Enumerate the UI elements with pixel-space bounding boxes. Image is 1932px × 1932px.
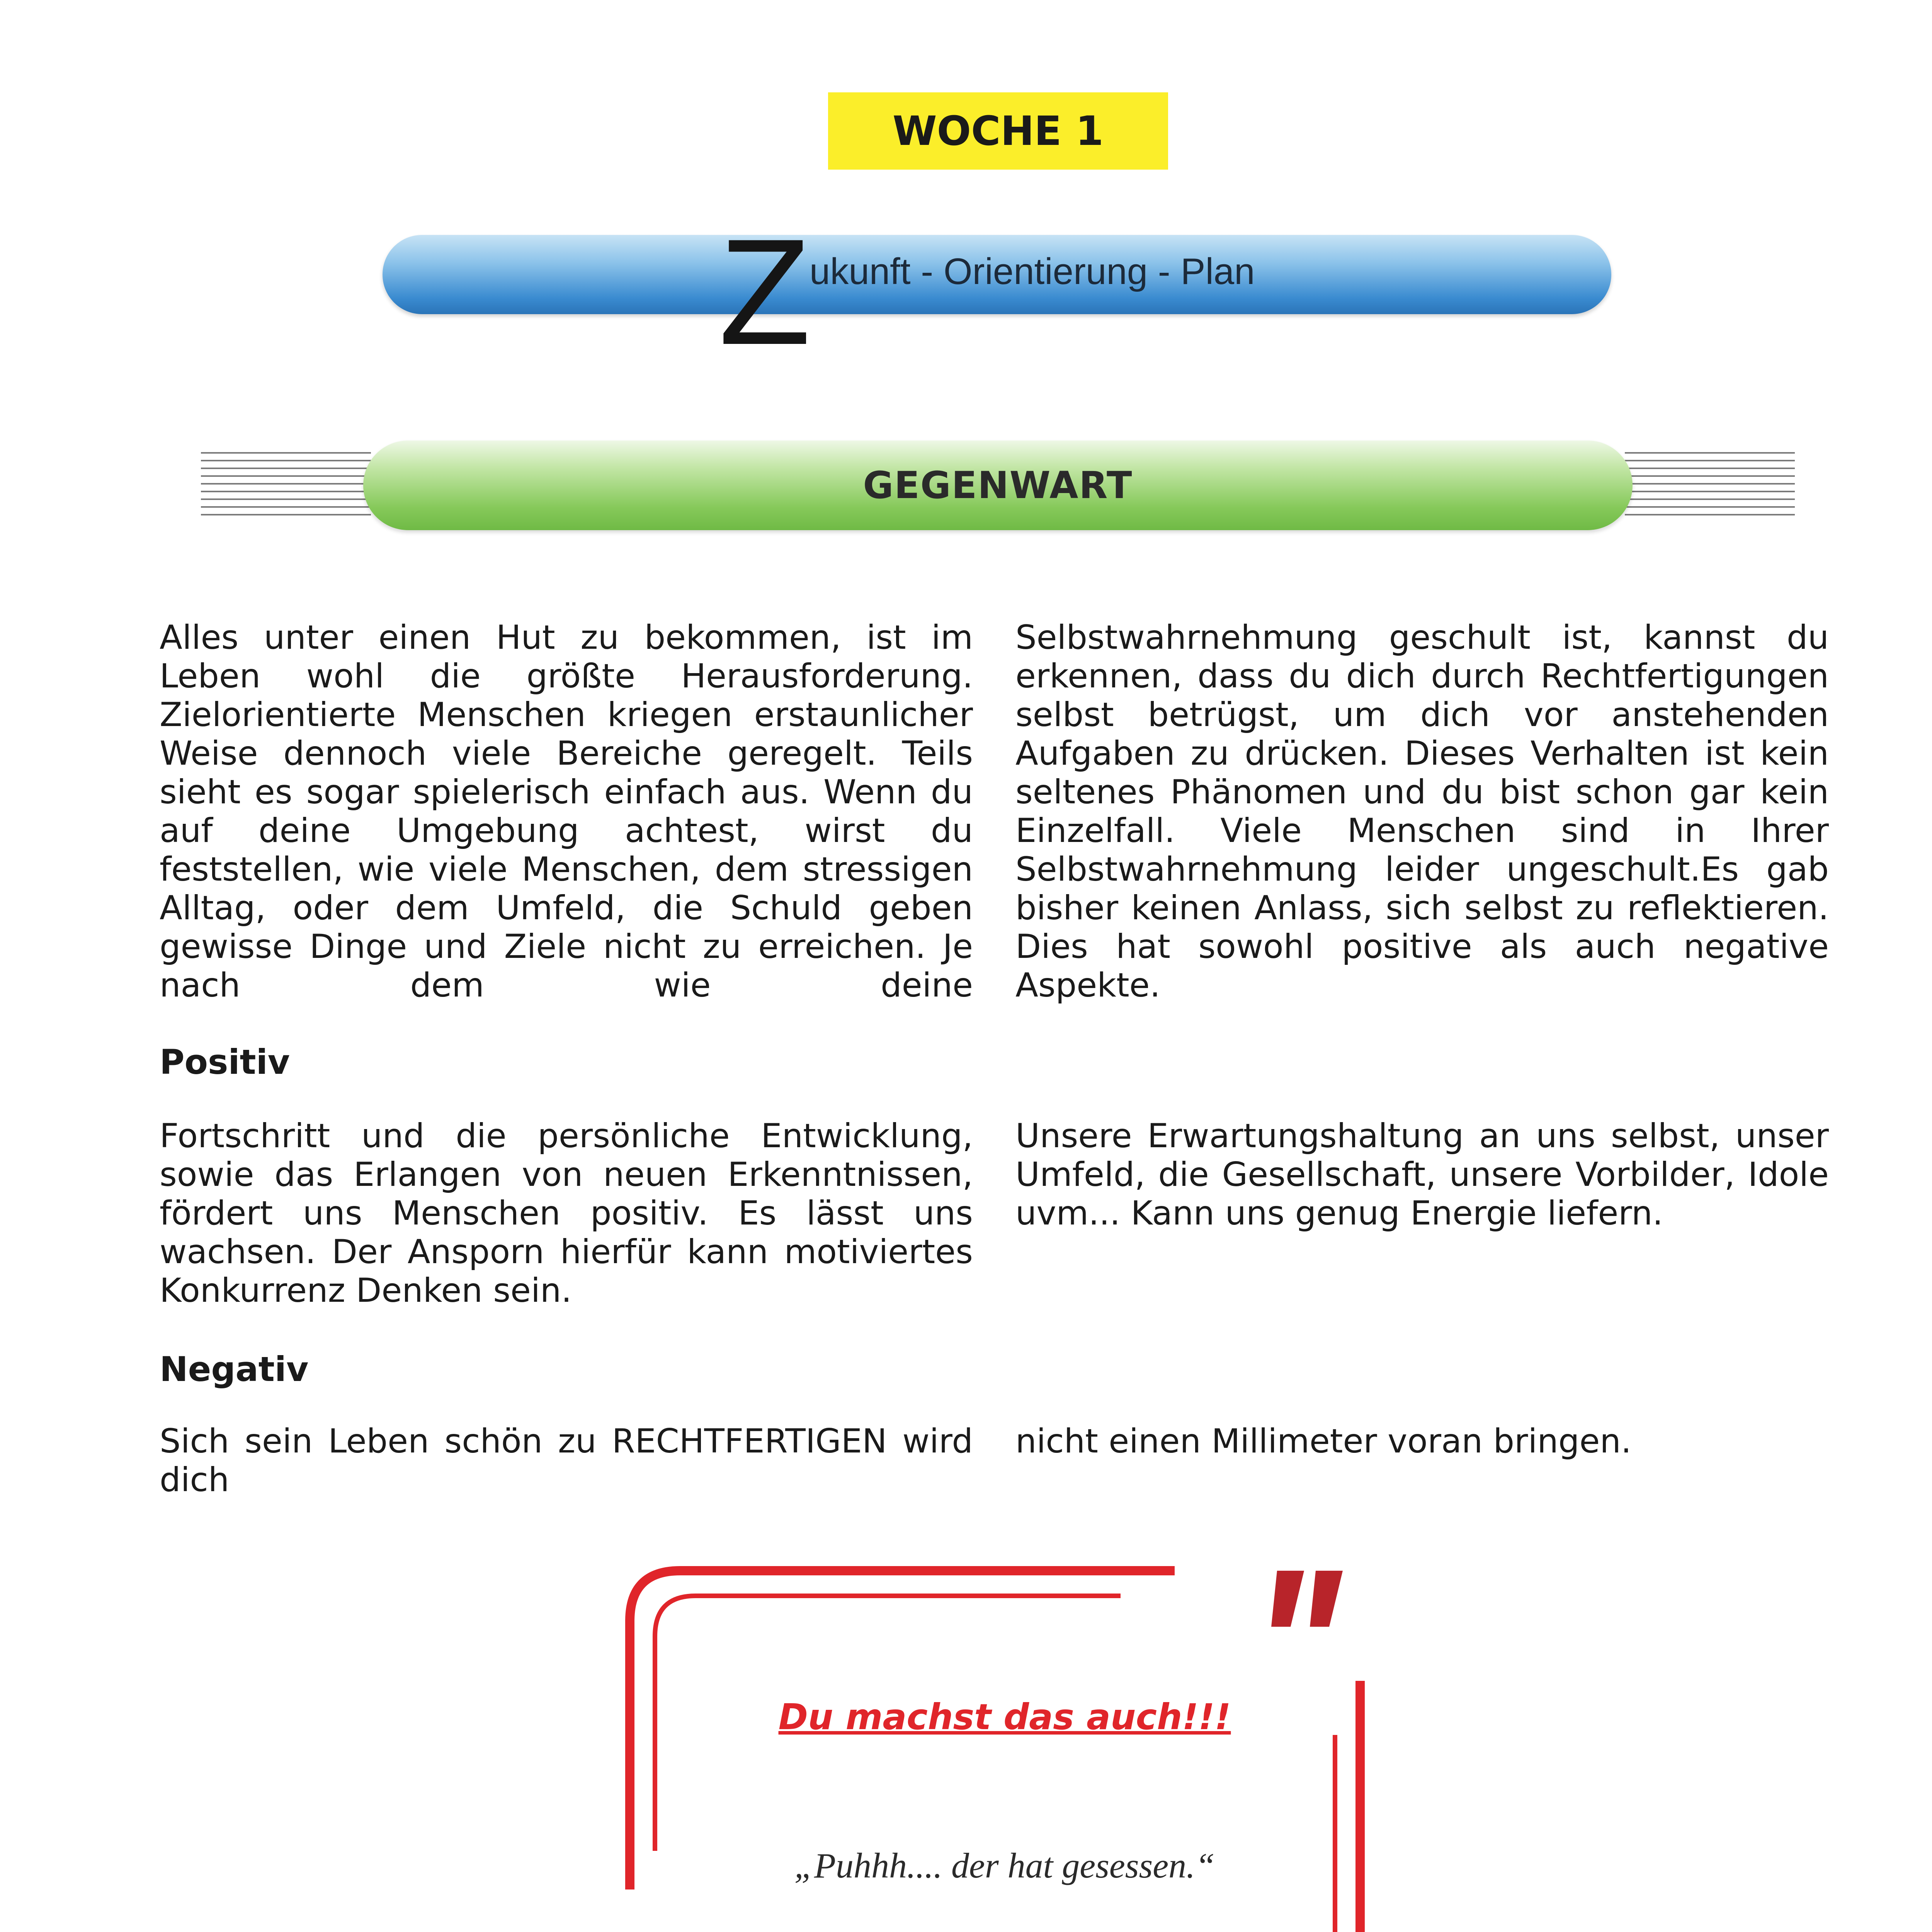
- negative-paragraph-right: nicht einen Millimeter voran bringen.: [1015, 1422, 1632, 1461]
- section-title: GEGENWART: [363, 440, 1633, 530]
- positive-heading: Positiv: [160, 1042, 290, 1082]
- closing-quote-icon: [1271, 1571, 1343, 1627]
- intro-paragraph-left: Alles unter einen Hut zu bekommen, ist im Leben wohl die größte Herausforderung. Zielorientierte Menschen kriegen erstaunlicher Weise dennoch viele Bereiche geregelt. Teils sieht es sogar spielerisch einfach aus. Wenn du auf deine Umgebung achtest, wirst du feststellen, wie viele Menschen, dem stressigen Alltag, oder dem Umfeld, die Schuld geben gewisse Dinge und Ziele nicht zu erreichen. Je nach dem wie deine: [160, 618, 973, 1005]
- banner-text: ukunft - Orientierung - Plan: [810, 251, 1255, 292]
- intro-paragraph-right: Selbstwahrnehmung geschult ist, kannst du erkennen, dass du dich durch Rechtfertigungen selbst betrügst, um dich vor anstehenden Aufgaben zu drücken. Dieses Verhalten ist kein seltenes Phänomen und du bist schon gar kein Einzelfall. Viele Menschen sind in Ihrer Selbstwahrnehmung leider ungeschult.Es gab bisher keinen Anlass, sich selbst zu reflektieren. Dies hat sowohl positive als auch negative Aspekte.: [1015, 618, 1829, 1005]
- decorative-lines-left: [201, 452, 371, 518]
- week-badge: WOCHE 1: [828, 92, 1168, 170]
- quote-headline: Du machst das auch!!!: [778, 1696, 1231, 1738]
- quote-text: „Puhhh.... der hat gesessen.“: [794, 1846, 1215, 1885]
- decorative-lines-right: [1625, 452, 1795, 518]
- negative-heading: Negativ: [160, 1349, 309, 1389]
- positive-paragraph-left: Fortschritt und die persönliche Entwicklung, sowie das Erlangen von neuen Erkenntnissen, fördert uns Menschen positiv. Es lässt uns wachsen. Der Ansporn hierfür kann motiviertes Konkurrenz Denken sein.: [160, 1117, 973, 1310]
- banner-initial: Z: [719, 207, 811, 376]
- positive-paragraph-right: Unsere Erwartungshaltung an uns selbst, unser Umfeld, die Gesellschaft, unsere Vorbilder, Idole uvm... Kann uns genug Energie liefern.: [1015, 1117, 1829, 1233]
- negative-paragraph-left: Sich sein Leben schön zu RECHTFERTIGEN wird dich: [160, 1422, 973, 1499]
